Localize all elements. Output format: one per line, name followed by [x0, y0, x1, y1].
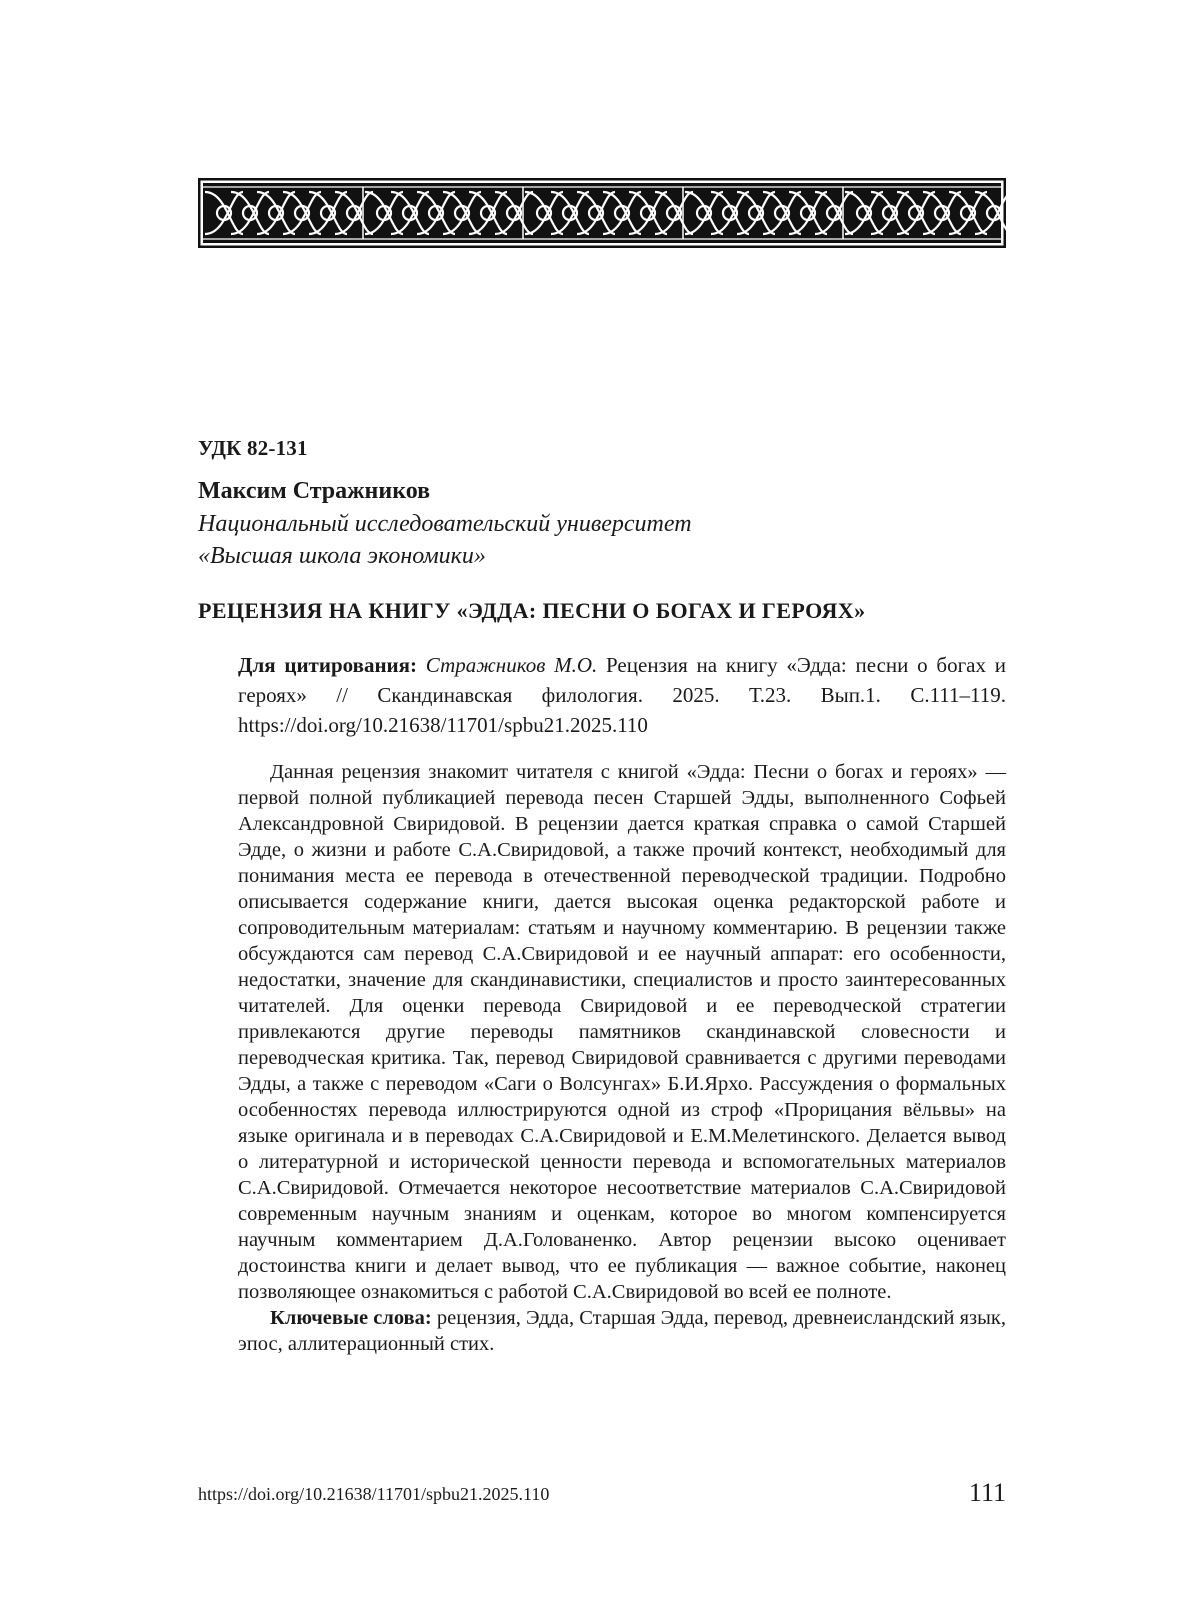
abstract	[238, 759, 1006, 1357]
keywords-text: рецензия, Эдда, Старшая Эдда, перевод, древнеисландский язык, эпос, аллитерационный стих.	[238, 1307, 1007, 1355]
affiliation-line: Национальный исследовательский университет	[198, 511, 692, 537]
page-number: 111	[968, 1478, 1006, 1507]
citation-author: Стражников М.О.	[425, 653, 598, 677]
author-name: Максим Стражников	[198, 478, 431, 504]
citation-block	[238, 650, 1006, 740]
header-ornament	[198, 178, 1006, 248]
citation-text: Рецензия на книгу «Эдда: песни о богах и героях» // Скандинавская филология. 2025. Т.23. Вып.1. С.111–119. https://doi.org/10.21638/11701/spbu21.2025.110	[238, 653, 1006, 737]
article-title: РЕЦЕНЗИЯ НА КНИГУ «ЭДДА: ПЕСНИ О БОГАХ И ГЕРОЯХ»	[198, 598, 866, 623]
abstract-text: Данная рецензия знакомит читателя с книгой «Эдда: Песни о богах и героях» — первой полной публикацией перевода песен Старшей Эдды, выполненного Софьей Александровной Свиридовой. В рецензии дается краткая справка о самой Старшей Эдде, о жизни и работе С.А.Свиридовой, а также прочий контекст, необходимый для понимания места ее перевода в отечественной переводческой традиции. Подробно описывается содержание книги, дается высокая оценка редакторской работе и сопроводительным материалам: статьям и научному комментарию. В рецензии также обсуждаются сам перевод С.А.Свиридовой и ее научный аппарат: его особенности, недостатки, значение для скандинавистики, специалистов и просто заинтересованных читателей. Для оценки перевода Свиридовой и ее переводческой стратегии привлекаются другие переводы памятников скандинавской словесности и переводческая критика. Так, перевод Свиридовой сравнивается с другими переводами Эдды, а также с переводом «Саги о Волсунгах» Б.И.Ярхо. Рассуждения о формальных особенностях перевода иллюстрируются одной из строф «Прорицания вёльвы» на языке оригинала и в переводах С.А.Свиридовой и Е.М.Мелетинского. Делается вывод о литературной и исторической ценности перевода и вспомогательных материалов С.А.Свиридовой. Отмечается некоторое несоответствие материалов С.А.Свиридовой современным научным знаниям и оценкам, которое во многом компенсируется научным комментарием Д.А.Голованенко. Автор рецензии высоко оценивает достоинства книги и делает вывод, что ее публикация — важное событие, наконец позволяющее ознакомиться с работой С.А.Свиридовой во всей ее полноте.	[238, 761, 1006, 1303]
footer-doi: https://doi.org/10.21638/11701/spbu21.2025.110	[198, 1484, 550, 1504]
keywords	[238, 1305, 1006, 1357]
udc-code: УДК 82-131	[198, 436, 308, 460]
citation-label: Для цитирования:	[238, 653, 418, 677]
affiliation-line: «Высшая школа экономики»	[198, 543, 486, 569]
keywords-label: Ключевые слова:	[270, 1307, 432, 1329]
author-affiliation	[198, 508, 998, 572]
